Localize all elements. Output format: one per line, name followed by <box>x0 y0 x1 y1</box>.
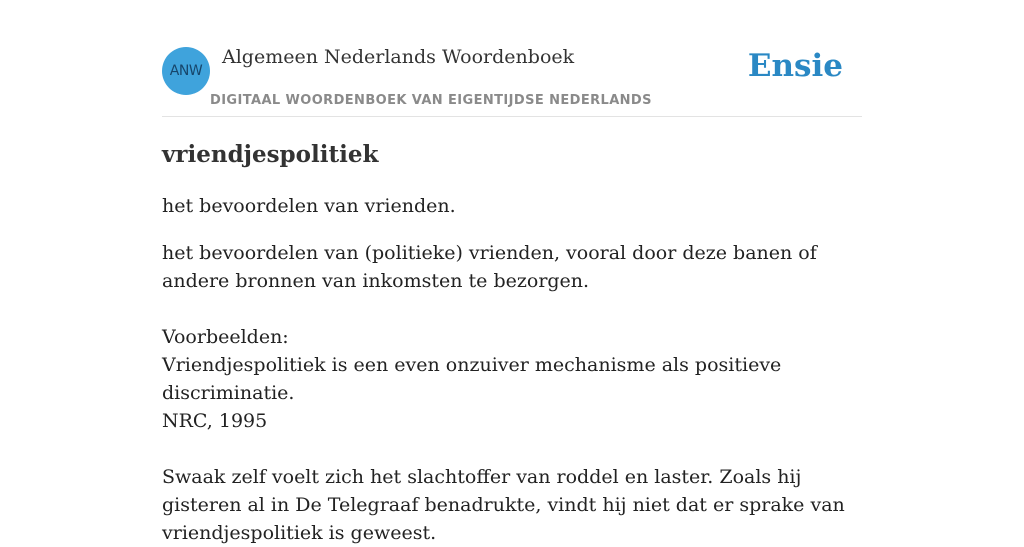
example-source: NRC, 1995 <box>162 410 268 432</box>
anw-logo[interactable]: ANW <box>162 47 210 95</box>
example-item <box>162 351 862 435</box>
site-header <box>162 0 862 117</box>
headword: vriendjespolitiek <box>162 141 379 168</box>
site-tagline: DIGITAAL WOORDENBOEK VAN EIGENTIJDSE NEDERLANDS <box>210 93 652 108</box>
long-definition: het bevoordelen van (politieke) vrienden, vooral door deze banen of andere bronnen van inkomsten te bezorgen. <box>162 242 817 292</box>
example-text: Swaak zelf voelt zich het slachtoffer van roddel en laster. Zoals hij gisteren al in De Telegraaf benadrukte, vindt hij niet dat er sprake van vriendjespolitiek is geweest. <box>162 466 845 544</box>
example-item <box>162 463 862 547</box>
entry-content <box>162 138 862 547</box>
example-text: Vriendjespolitiek is een even onzuiver mechanisme als positieve discriminatie. <box>162 354 782 404</box>
short-definition: het bevoordelen van vrienden. <box>162 195 456 217</box>
examples-label: Voorbeelden: <box>162 326 289 348</box>
examples-section <box>162 323 862 547</box>
site-title[interactable]: Algemeen Nederlands Woordenboek <box>222 46 575 68</box>
ensie-brand-logo[interactable]: Ensie <box>747 48 843 84</box>
